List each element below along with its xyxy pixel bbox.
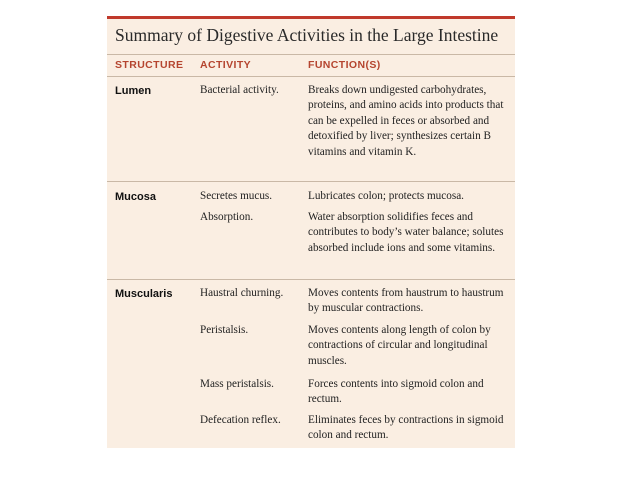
- divider: [107, 279, 515, 280]
- header-activity: ACTIVITY: [200, 59, 252, 71]
- summary-table-card: [107, 16, 515, 448]
- divider: [107, 54, 515, 55]
- function-secretes-mucus: Lubricates colon; protects mucosa.: [308, 190, 464, 202]
- divider: [107, 76, 515, 77]
- structure-muscularis: Muscularis: [115, 288, 173, 300]
- function-defecation-reflex: Eliminates feces by contractions in sigmoid colon and rectum.: [308, 414, 504, 442]
- function-peristalsis: Moves contents along length of colon by contractions of circular and longitudinal muscles.: [308, 324, 491, 367]
- activity-peristalsis: Peristalsis.: [200, 324, 249, 336]
- activity-absorption: Absorption.: [200, 211, 254, 223]
- activity-mass-peristalsis: Mass peristalsis.: [200, 378, 274, 390]
- divider: [107, 181, 515, 182]
- activity-haustral-churning: Haustral churning.: [200, 287, 284, 299]
- activity-bacterial: Bacterial activity.: [200, 84, 279, 96]
- structure-mucosa: Mucosa: [115, 191, 156, 203]
- function-haustral-churning: Moves contents from haustrum to haustrum by muscular contractions.: [308, 287, 504, 315]
- function-absorption: Water absorption solidifies feces and contributes to body’s water balance; solutes absorbed include ions and some vitamins.: [308, 211, 504, 254]
- header-structure: STRUCTURE: [115, 59, 184, 71]
- function-bacterial: Breaks down undigested carbohydrates, proteins, and amino acids into products that can be expelled in feces or absorbed and detoxified by liver; synthesizes certain B vitamins and vitamin K.: [308, 84, 504, 158]
- activity-defecation-reflex: Defecation reflex.: [200, 414, 281, 426]
- header-function: FUNCTION(S): [308, 59, 381, 71]
- function-mass-peristalsis: Forces contents into sigmoid colon and rectum.: [308, 378, 484, 406]
- activity-secretes-mucus: Secretes mucus.: [200, 190, 273, 202]
- table-title: Summary of Digestive Activities in the Large Intestine: [115, 25, 499, 45]
- structure-lumen: Lumen: [115, 85, 152, 97]
